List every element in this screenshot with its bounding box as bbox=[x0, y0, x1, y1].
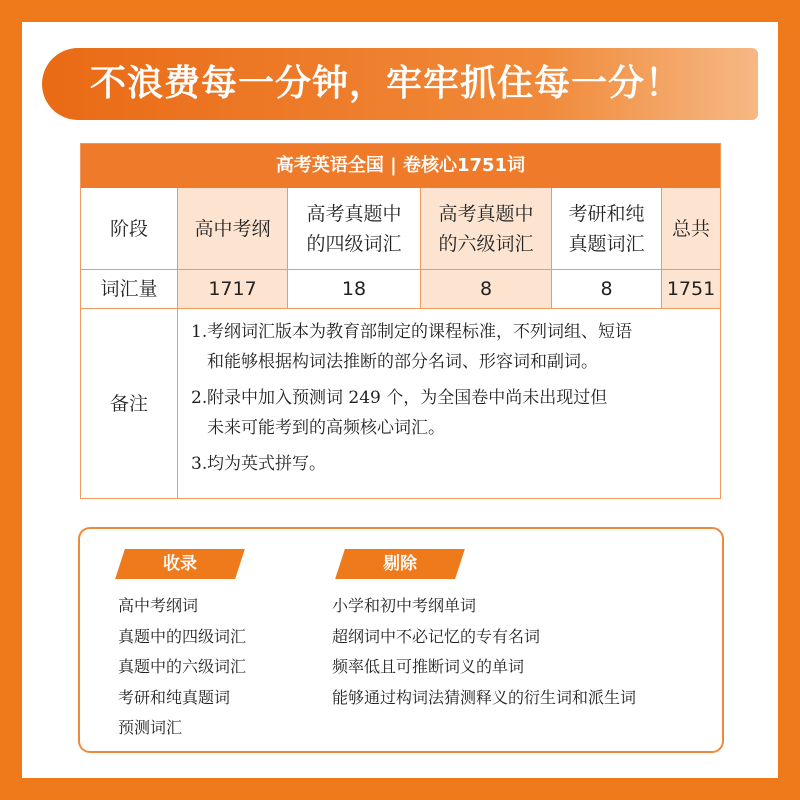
include-list bbox=[118, 591, 246, 744]
exclude-tag: 剔除 bbox=[335, 549, 465, 579]
count-syllabus: 1717 bbox=[178, 270, 288, 309]
include-item: 预测词汇 bbox=[118, 718, 183, 737]
include-tag: 收录 bbox=[115, 549, 245, 579]
vocab-table bbox=[80, 143, 721, 499]
exclude-item: 超纲词中不必记忆的专有名词 bbox=[332, 626, 541, 646]
count-postgrad: 8 bbox=[552, 270, 662, 309]
count-cet4: 18 bbox=[288, 270, 421, 309]
exclude-item: 能够通过构词法猜测释义的衍生词和派生词 bbox=[332, 687, 637, 707]
count-cet6: 8 bbox=[421, 270, 552, 309]
include-item: 真题中的四级词汇 bbox=[118, 626, 247, 646]
exclude-list bbox=[332, 591, 636, 713]
header-col-cet4: 高考真题中 的四级词汇 bbox=[288, 188, 421, 270]
note-item: 2.附录中加入预测词 249 个，为全国卷中尚未出现过但 未来可能考到的高频核心词汇。 bbox=[191, 388, 608, 438]
header-col-postgrad: 考研和纯 真题词汇 bbox=[552, 188, 662, 270]
count-label: 词汇量 bbox=[81, 270, 178, 309]
notes-label: 备注 bbox=[81, 309, 178, 498]
include-item: 考研和纯真题词 bbox=[118, 687, 231, 707]
include-item: 高中考纲词 bbox=[118, 596, 199, 615]
slogan-banner: 不浪费每一分钟，牢牢抓住每一分！ bbox=[42, 48, 758, 120]
note-item: 3.均为英式拼写。 bbox=[191, 454, 326, 474]
header-col-total: 总共 bbox=[662, 188, 720, 270]
header-col-cet6: 高考真题中 的六级词汇 bbox=[421, 188, 552, 270]
include-item: 真题中的六级词汇 bbox=[118, 657, 247, 676]
exclude-item: 小学和初中考纲单词 bbox=[332, 596, 477, 615]
count-total: 1751 bbox=[662, 270, 720, 309]
header-col-syllabus: 高中考纲 bbox=[178, 188, 288, 270]
header-stage: 阶段 bbox=[81, 188, 178, 270]
table-title: 高考英语全国 | 卷核心1751词 bbox=[81, 144, 720, 188]
note-item: 1.考纲词汇版本为教育部制定的课程标准，不列词组、短语 和能够根据构词法推断的部分名词、形容词和副词。 bbox=[191, 322, 632, 372]
exclude-item: 频率低且可推断词义的单词 bbox=[332, 657, 525, 676]
include-exclude-box bbox=[78, 527, 724, 753]
notes-content bbox=[181, 309, 721, 498]
